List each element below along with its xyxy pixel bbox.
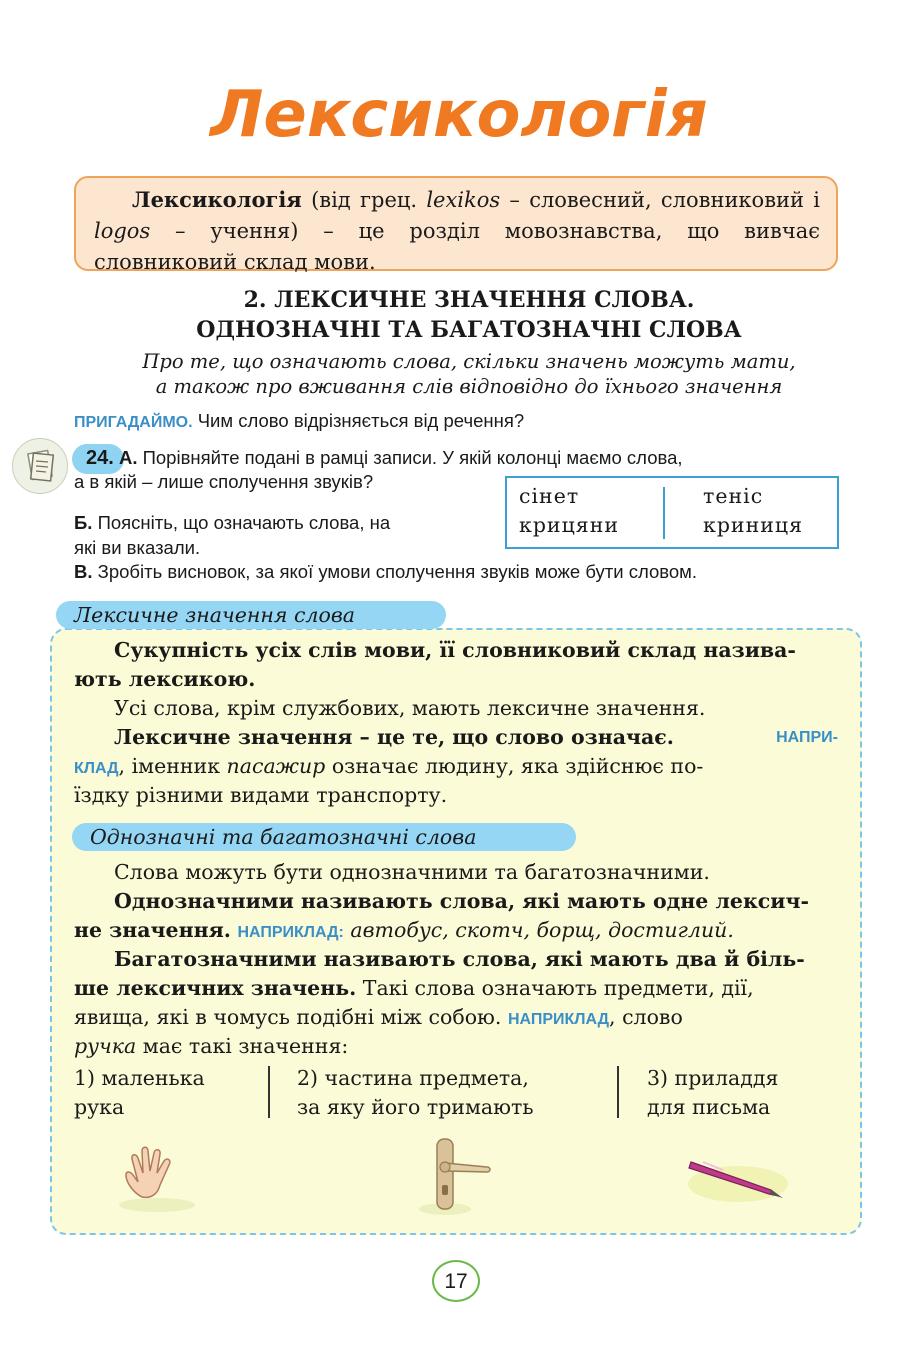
task-label: Б. [74, 512, 93, 533]
exercise-task-b [74, 512, 390, 534]
bold-text: Лексичне значення – це те, що слово означає. [114, 725, 674, 749]
task-text: а в якій – лише сполучення звуків? [74, 471, 374, 492]
theory-text: їздку різними видами транспорту. [74, 783, 448, 807]
bold-text: ше лексичних значень. [74, 976, 357, 1000]
remember-question [74, 410, 524, 432]
task-label: А. [118, 447, 138, 468]
section-heading: ОДНОЗНАЧНІ ТА БАГАТОЗНАЧНІ СЛОВА [196, 317, 742, 343]
word: сінет [519, 484, 580, 508]
hand-icon [112, 1135, 202, 1215]
column-divider [663, 487, 665, 539]
definition-box [74, 176, 838, 274]
theory-text [74, 752, 838, 783]
door-handle-icon [415, 1133, 495, 1218]
task-text: Поясніть, що означають слова, на [92, 512, 391, 533]
meaning-item [74, 1064, 205, 1122]
theory-text [74, 974, 838, 1003]
remember-label: ПРИГАДАЙМО. [74, 414, 193, 431]
example-label: КЛАД [74, 760, 119, 777]
theory-text: Сукупність усіх слів мови, її словниковий склад назива- [114, 638, 796, 662]
meaning-text: 2) частина предмета, [297, 1066, 529, 1090]
exercise-task-c [74, 561, 697, 583]
section-subtitle: Про те, що означають слова, скільки значень можуть мати, [142, 350, 796, 373]
theory-text: Усі слова, крім службових, мають лексичне значення. [114, 696, 706, 720]
text-span: , іменник [118, 754, 227, 778]
theory-text: Однозначними називають слова, які мають одне лексич- [114, 889, 809, 913]
example-label: НАПРИ- [776, 729, 838, 746]
task-text: Зробіть висновок, за якої умови сполучення звуків може бути словом. [92, 561, 698, 582]
text-span: явища, які в чомусь подібні між собою. [74, 1005, 502, 1029]
remember-text: Чим слово відрізняється від речення? [192, 410, 525, 431]
text-span: , слово [609, 1005, 683, 1029]
theory-text [74, 916, 838, 947]
theory-text: Слова можуть бути однозначними та багатозначними. [114, 860, 710, 884]
notebook-icon [12, 438, 68, 494]
greek-word: lexikos [426, 188, 501, 212]
definition-text: (від грец. [301, 188, 427, 212]
meaning-text: за яку його тримають [297, 1095, 534, 1119]
exercise-task-a [86, 447, 683, 470]
definition-text: – словесний, словниковий і [500, 188, 820, 212]
meaning-text: рука [74, 1095, 125, 1119]
text-span: Такі слова означають предмети, дії, [356, 976, 754, 1000]
pen-icon [683, 1150, 793, 1210]
definition-text: – учення) – це розділ мовознавства, що вивчає словниковий склад мови. [94, 219, 820, 274]
theory-text: Багатозначними називають слова, які мають два й біль- [114, 947, 805, 971]
text-span: має такі значення: [136, 1034, 349, 1058]
word: криниця [703, 513, 804, 537]
meaning-item [297, 1064, 534, 1122]
theory-text [74, 1032, 838, 1061]
meaning-text: 3) приладдя [647, 1066, 779, 1090]
task-text: які ви вказали. [74, 537, 201, 558]
word: крицяни [519, 513, 620, 537]
meaning-text: для письма [647, 1095, 771, 1119]
exercise-number: 24. [86, 447, 114, 469]
word: теніс [703, 484, 764, 508]
theory-text [74, 723, 838, 752]
example-label: НАПРИКЛАД: [237, 924, 344, 941]
meaning-text: 1) маленька [74, 1066, 205, 1090]
italic-text: автобус, скотч, борщ, достиглий. [350, 918, 734, 942]
greek-word: logos [94, 219, 151, 243]
bold-text: не значення. [74, 918, 231, 942]
section-subtitle: а також про вживання слів відповідно до їхнього значення [155, 375, 783, 398]
section-heading: 2. ЛЕКСИЧНЕ ЗНАЧЕННЯ СЛОВА. [243, 287, 695, 313]
text-span: означає людину, яка здійснює по- [325, 754, 704, 778]
theory-heading: Однозначні та багатозначні слова [72, 823, 576, 851]
italic-text: ручка [74, 1034, 137, 1058]
word-frame [505, 476, 839, 549]
task-text: Порівняйте подані в рамці записи. У якій колонці маємо слова, [137, 447, 683, 468]
page-title: Лексикологія [210, 78, 708, 152]
meaning-item [647, 1064, 778, 1122]
column-divider [617, 1066, 619, 1118]
italic-text: пасажир [226, 754, 326, 778]
column-divider [268, 1066, 270, 1118]
definition-term: Лексикологія [132, 187, 302, 212]
example-label: НАПРИКЛАД [507, 1011, 610, 1028]
theory-heading: Лексичне значення слова [56, 601, 446, 629]
task-label: В. [74, 561, 93, 582]
theory-text [74, 1003, 838, 1034]
theory-text: ють лексикою. [74, 667, 256, 691]
page-number: 17 [432, 1260, 480, 1302]
